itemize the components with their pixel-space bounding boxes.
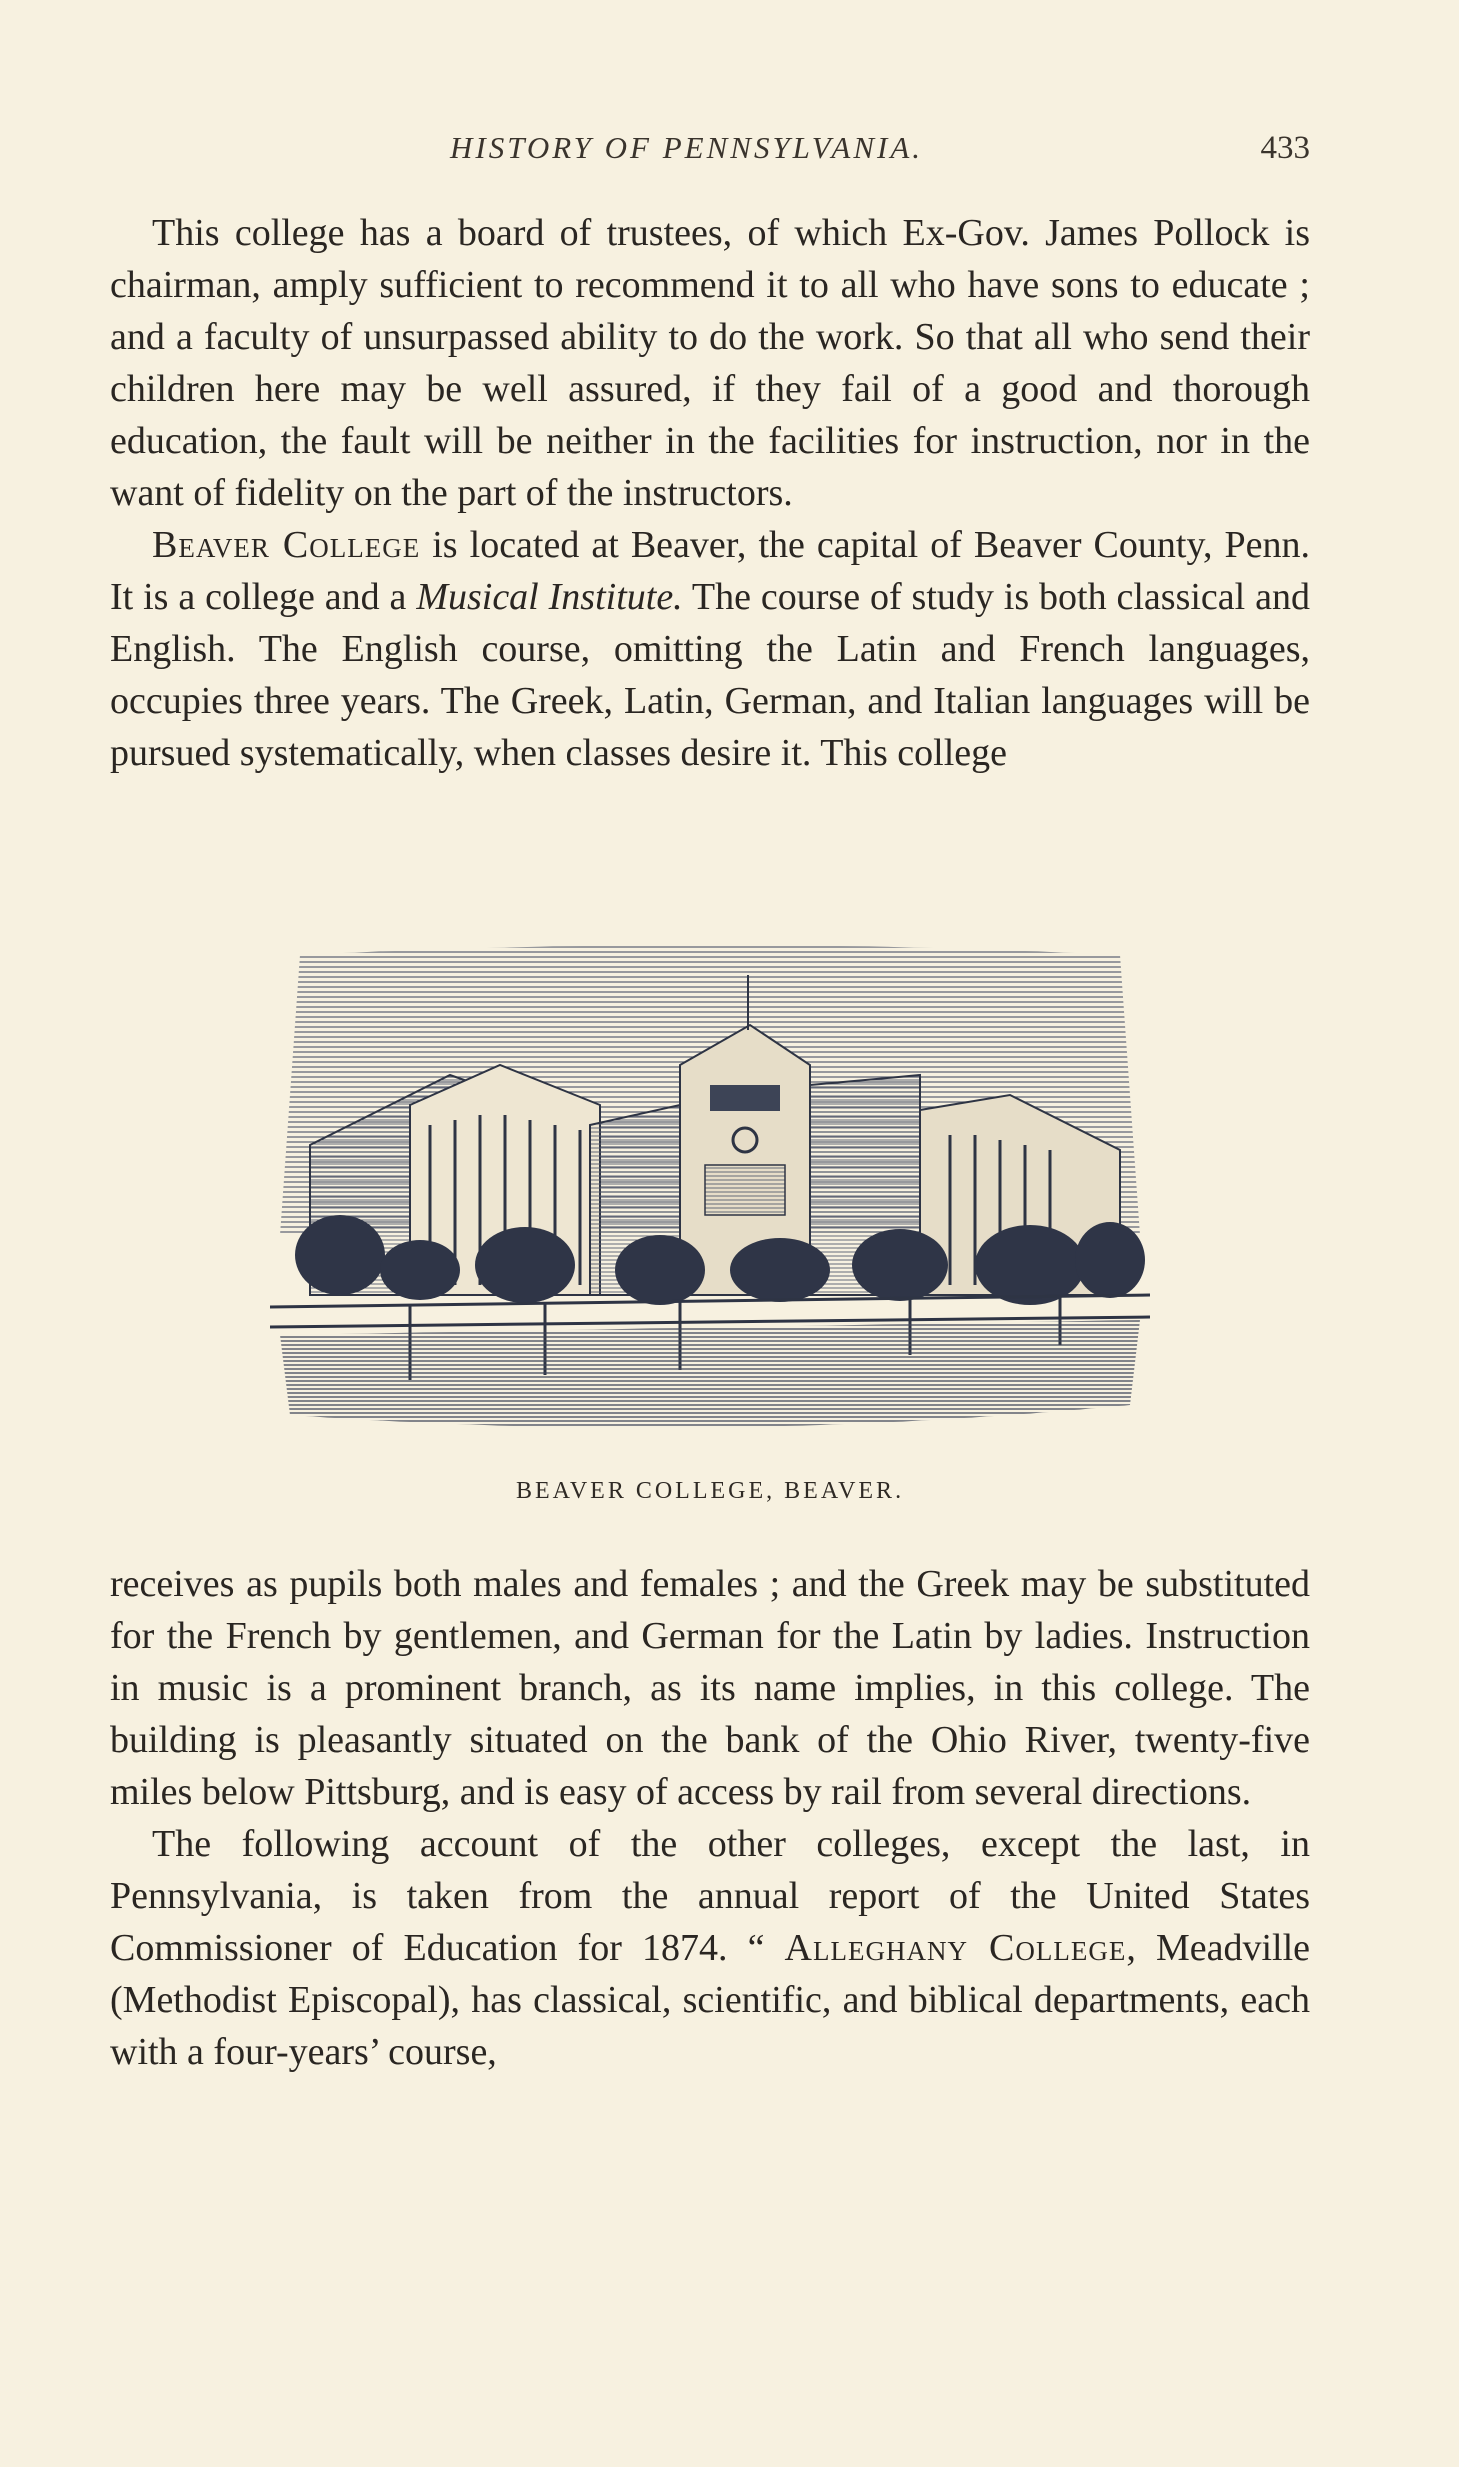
college-name-alleghany: Alleghany College bbox=[784, 1927, 1127, 1969]
running-title: HISTORY OF PENNSYLVANIA. bbox=[450, 130, 924, 165]
page-header bbox=[110, 130, 1310, 180]
musical-institute-italic: Musical Institute. bbox=[416, 576, 683, 618]
paragraph-other-text-b: , Meadville (Methodist Episcopal), has classical, scientific, and biblical departments, each with a four-years’ course, bbox=[110, 1927, 1310, 2073]
paragraph-beaver-college bbox=[110, 519, 1310, 779]
figure-caption: BEAVER COLLEGE, BEAVER. bbox=[515, 1478, 905, 1504]
beaver-college-engraving bbox=[270, 935, 1150, 1455]
page-number: 433 bbox=[1260, 130, 1310, 166]
paragraph-other-text-a: The following account of the other colleges, except the last, in Pennsylvania, is taken from the annual report of the United States Commissioner of Education for 1874. “ bbox=[110, 1823, 1310, 1969]
paragraph-trustees: This college has a board of trustees, of which Ex-Gov. James Pollock is chairman, amply sufficient to recommend it to all who have sons to educate ; and a faculty of unsurpassed ability to do the work. So that all who send their children here may be well assured, if they fail of a good and thorough education, the fault will be neither in the facilities for instruction, nor in the want of fidelity on the part of the instructors. bbox=[110, 212, 1310, 514]
paragraph-beaver-text-a: is located at Beaver, the capital of Beaver County, Penn. It is a college and a bbox=[110, 524, 1311, 618]
paragraph-other-colleges bbox=[110, 1818, 1310, 2078]
paragraph-pupils: receives as pupils both males and females ; and the Greek may be substituted for the French by gentlemen, and German for the Latin by ladies. Instruction in music is a prominent branch, as its name implies, in this college. The building is pleasantly situated on the bank of the Ohio River, twenty-five miles below Pittsburg, and is easy of access by rail from several directions. bbox=[110, 1563, 1310, 1813]
college-name-beaver: Beaver College bbox=[152, 524, 421, 566]
paragraph-beaver-text-b: The course of study is both classical and English. The English course, omitting the Latin and French languages, occupies three years. The Greek, Latin, German, and Italian languages will be pursued systematically, when classes desire it. This college bbox=[110, 576, 1310, 774]
text-block-bottom bbox=[110, 1558, 1310, 2078]
text-block-top bbox=[110, 207, 1310, 779]
